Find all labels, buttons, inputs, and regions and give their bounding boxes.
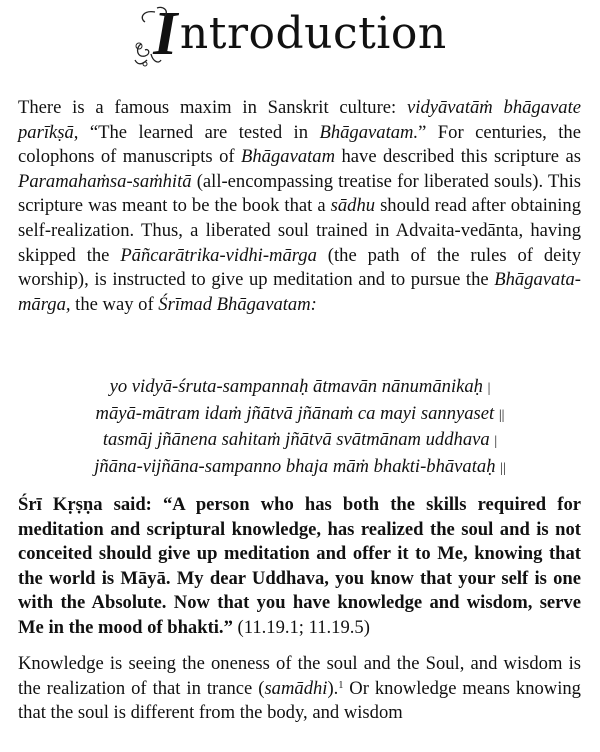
- verse-text: tasmāj jñānena sahitaṁ jñātvā svātmānam uddhava: [102, 429, 490, 451]
- ornamental-dropcap: [153, 0, 178, 68]
- sanskrit-term: samādhi: [264, 677, 328, 699]
- sanskrit-term: Bhāgavatam: [241, 146, 336, 168]
- chapter-heading: [0, 0, 600, 74]
- sanskrit-term: Paramahaṁsa-saṁhitā: [18, 170, 192, 192]
- text-segment: have described this scripture as: [335, 146, 581, 168]
- text-segment: , “The learned are tested in: [73, 121, 320, 143]
- text-segment: (the path of the rules of deity worship), is instructed to give up meditation and to pursue the: [18, 244, 581, 291]
- sanskrit-term: vidyāvatāṁ bhāgavate parīkṣā: [18, 97, 581, 143]
- verse-line: [0, 428, 600, 455]
- sanskrit-term: Śrīmad Bhāgavatam:: [158, 293, 317, 315]
- verse-text: jñāna-vijñāna-sampanno bhaja māṁ bhakti-bhāvataḥ: [94, 455, 496, 477]
- text-segment: the way of: [70, 293, 159, 315]
- danda-mark: |: [494, 434, 498, 450]
- danda-mark: ||: [498, 407, 505, 423]
- text-segment: There is a famous maxim in Sanskrit culture:: [18, 97, 408, 118]
- footnote-marker[interactable]: 1: [338, 679, 344, 691]
- sanskrit-verse: [0, 375, 600, 481]
- text-segment: Or knowledge means knowing that the soul is different from the body, and wisdom: [18, 677, 581, 724]
- verse-citation: (11.19.1; 11.19.5): [232, 616, 370, 638]
- text-segment: Knowledge is seeing the oneness of the soul and the Soul, and wisdom is the realization of that in trance (: [18, 653, 581, 699]
- flourish-ornament-icon: [133, 4, 173, 70]
- translation-paragraph: [18, 493, 581, 641]
- sanskrit-term: Pāñcarātrika-vidhi-mārga: [120, 244, 317, 266]
- translation-quote: Śrī Kṛṣṇa said: “A person who has both the skills required for meditation and scriptural knowledge, has realized the soul and is not conceited should give up meditation and offer it to Me, knowing that the world is Māyā. My dear Uddhava, you know that your self is one with the Absolute. Now that you have knowledge and wisdom, serve Me in the mood of bhakti.”: [18, 494, 581, 638]
- dropcap-letter: I: [153, 0, 178, 68]
- verse-line: [0, 375, 600, 402]
- danda-mark: ||: [500, 460, 506, 476]
- chapter-title: [153, 0, 447, 68]
- verse-line: [0, 455, 600, 482]
- text-segment: ” For centuries, the colophons of manuscripts of: [18, 121, 581, 168]
- verse-line: [0, 402, 600, 429]
- title-text: ntroduction: [179, 8, 447, 59]
- text-segment: (all-encompassing treatise for liberated souls). This scripture was meant to be the book that a: [18, 170, 581, 217]
- danda-mark: |: [487, 381, 491, 396]
- verse-text: māyā-mātram idaṁ jñātvā jñānaṁ ca mayi sannyaset: [95, 402, 495, 424]
- text-segment: should read after obtaining self-realization. Thus, a liberated soul trained in Advaita-vedānta, having skipped the: [18, 195, 581, 266]
- verse-text: yo vidyā-śruta-sampannaḥ ātmavān nānumānikaḥ: [109, 376, 483, 397]
- sanskrit-term: sādhu: [330, 195, 376, 217]
- text-segment: ).: [327, 677, 339, 699]
- commentary-paragraph: [18, 652, 581, 726]
- intro-paragraph: [18, 96, 581, 317]
- sanskrit-term: Bhāgavata-mārga,: [18, 269, 581, 315]
- sanskrit-term: Bhāgavatam.: [319, 121, 419, 143]
